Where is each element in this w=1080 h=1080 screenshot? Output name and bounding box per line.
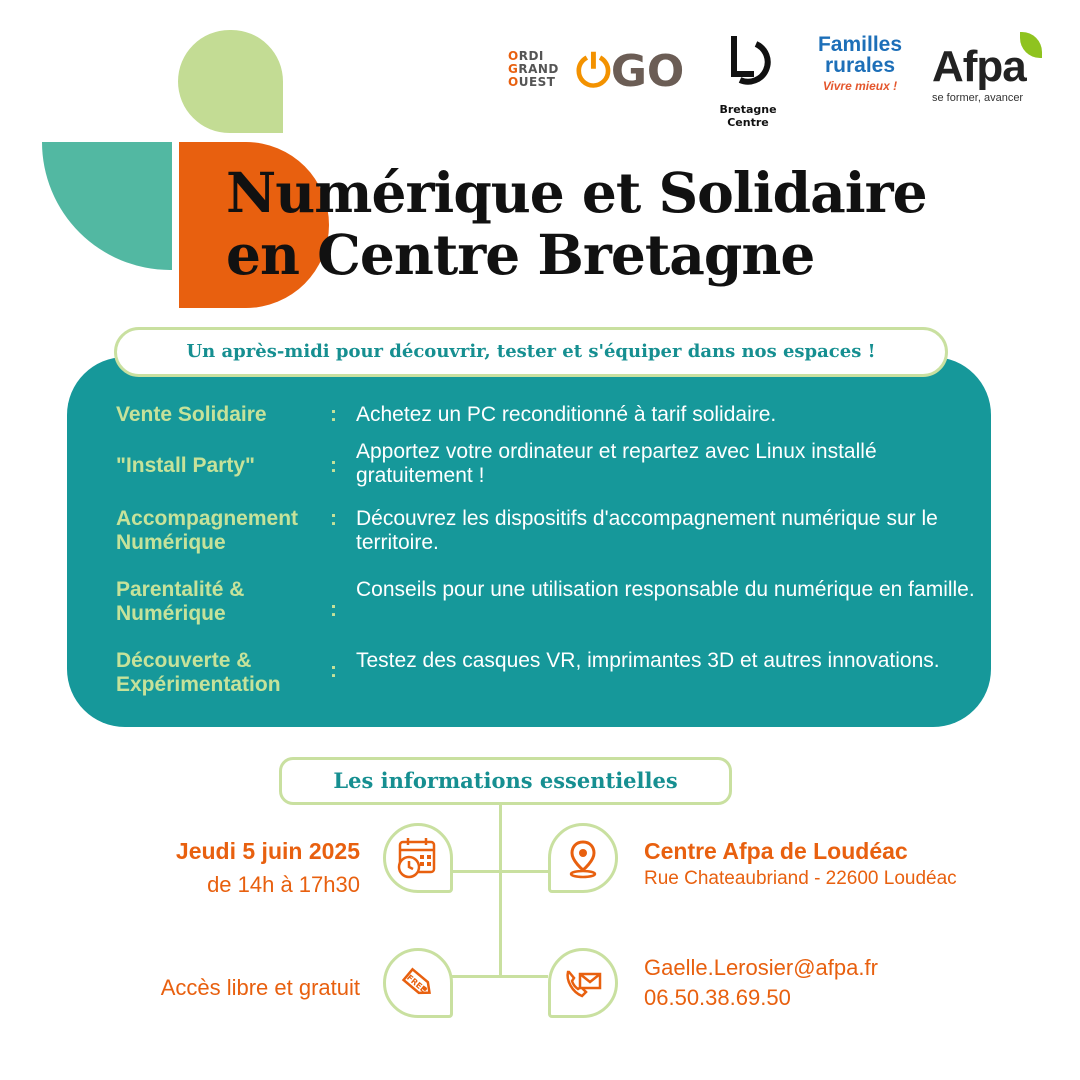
calendar-clock-icon — [394, 834, 442, 882]
decorative-teal-shape — [42, 142, 172, 270]
activity-label: Parentalité & Numérique — [116, 578, 245, 625]
activity-label: Accompagnement Numérique — [116, 507, 299, 554]
title-line-1: Numérique et Solidaire — [226, 160, 927, 225]
activity-label: "Install Party" — [116, 454, 255, 477]
activity-description: Apportez votre ordinateur et repartez avec Linux installé gratuitement ! — [356, 440, 877, 487]
place-name: Centre Afpa de Loudéac — [644, 838, 908, 864]
page-title — [226, 162, 1026, 286]
title-line-2: en Centre Bretagne — [226, 222, 815, 287]
activity-separator: : — [330, 659, 337, 682]
activity-separator: : — [330, 454, 337, 477]
bretagne-centre-logo — [700, 30, 796, 129]
afpa-name: Afpa — [932, 42, 1026, 91]
ogo-line-1: RDI — [518, 49, 544, 63]
activity-label: Vente Solidaire — [116, 403, 267, 426]
contact-icon-box — [548, 948, 618, 1018]
familles-tagline: Vivre mieux ! — [822, 79, 898, 93]
activity-description: Achetez un PC reconditionné à tarif solidaire. — [356, 403, 777, 426]
afpa-tagline: se former, avancer — [932, 92, 1024, 104]
free-tag-icon — [395, 960, 441, 1006]
familles-line1: Familles — [817, 33, 903, 56]
ogo-wordmark: ORDI GRAND OUEST — [508, 49, 559, 89]
intro-banner: Un après-midi pour découvrir, tester et s'équiper dans nos espaces ! — [114, 327, 948, 377]
activity-separator: : — [330, 598, 337, 621]
ogo-logo — [508, 48, 696, 98]
activity-separator: : — [330, 403, 337, 426]
event-time: de 14h à 17h30 — [207, 872, 360, 897]
familles-line2: rurales — [824, 54, 896, 77]
event-date: Jeudi 5 juin 2025 — [175, 838, 360, 864]
free-tag-icon-box — [383, 948, 453, 1018]
afpa-logo — [932, 30, 1052, 110]
bretagne-mark — [700, 30, 796, 97]
location-pin-icon — [561, 836, 605, 880]
contact-phone[interactable]: 06.50.38.69.50 — [644, 985, 791, 1010]
divider-horizontal — [452, 975, 548, 978]
place-address: Rue Chateaubriand - 22600 Loudéac — [644, 868, 957, 889]
access-info: Accès libre et gratuit — [160, 975, 360, 1000]
activity-separator: : — [330, 507, 337, 530]
divider-vertical — [499, 805, 502, 977]
bretagne-text: Bretagne Centre — [719, 103, 777, 129]
location-icon-box — [548, 823, 618, 893]
free-tag-text: FREE — [404, 972, 429, 995]
decorative-green-shape — [178, 30, 283, 133]
contact-email[interactable]: Gaelle.Lerosier@afpa.fr — [644, 955, 878, 980]
ogo-mark: ⏻GO — [576, 46, 685, 97]
divider-horizontal — [452, 870, 548, 873]
info-heading: Les informations essentielles — [279, 757, 732, 805]
calendar-icon-box — [383, 823, 453, 893]
activity-description: Conseils pour une utilisation responsable du numérique en famille. — [356, 578, 975, 601]
activity-description: Testez des casques VR, imprimantes 3D et autres innovations. — [356, 649, 940, 672]
phone-mail-icon — [560, 960, 606, 1006]
activity-label: Découverte & Expérimentation — [116, 649, 281, 696]
familles-rurales-logo — [810, 34, 910, 110]
activity-description: Découvrez les dispositifs d'accompagnement numérique sur le territoire. — [356, 507, 938, 554]
